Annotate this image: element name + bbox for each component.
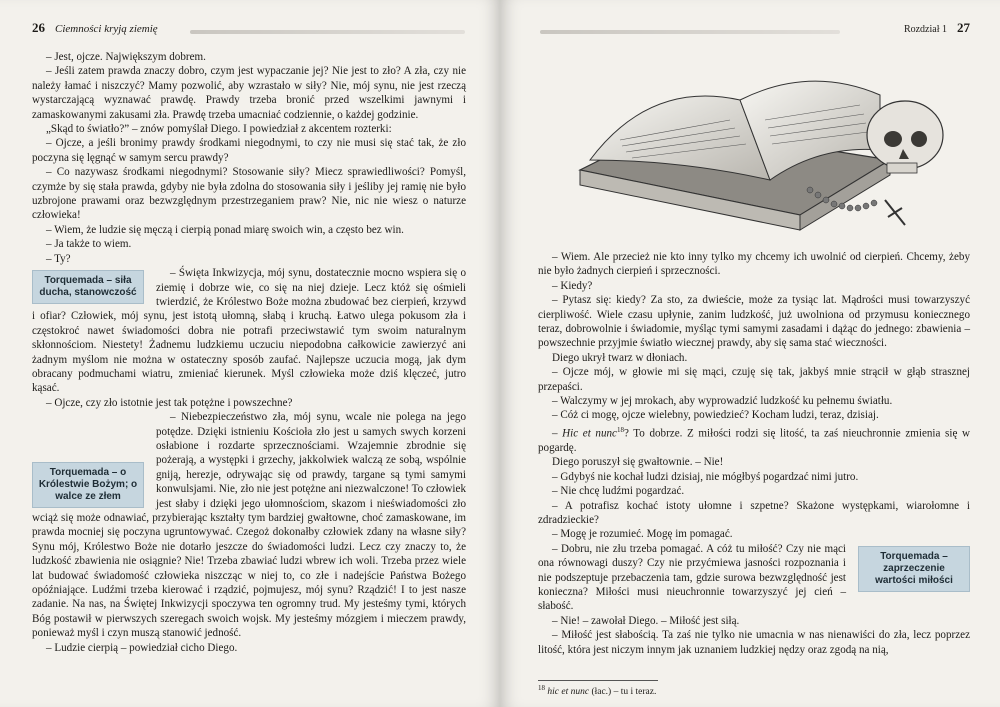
sidenote-wrapper <box>32 462 144 508</box>
paragraph: – Święta Inkwizycja, mój synu, dostatecznie mocno wspiera się o ziemię i dobrze wie, co się na niej dzieje. Lecz któż się ośmieli twierdzić, że Królestwo Boże można zbudować bez cierpień, krzywd i ofiar? Człowiek, mój synu, jest istotą ułomną, słabą i kruchą. Łatwo ulega pokusom zła i częstokroć nawet świadomości dobra nie potrafi przeciwstawić tym swoim naturalnym skłonnościom. Niestety! Żadnemu ludzkiemu uczuciu niepodobna całkowicie zawierzyć ani żadnym myślom nie można w ostateczny sposób zaufać. Najlepsze uczucia mogą, jak dym obracany podmuchami wiatru, zmieniać kierunek. Myśl człowieka może dziś klęczeć, jutro kąsać. <box>32 267 466 395</box>
footnote-number: 18 <box>538 684 545 692</box>
paragraph: – Cóż ci mogę, ojcze wielebny, powiedzieć? Kocham ludzi, teraz, dzisiaj. <box>552 409 879 422</box>
paragraph: – Ja także to wiem. <box>46 238 132 251</box>
paragraph: – Ty? <box>46 252 71 265</box>
footnote-rule <box>538 680 658 681</box>
paragraph: „Skąd to światło?” – znów pomyślał Diego. I powiedział z akcentem rozterki: <box>46 123 392 136</box>
marginal-note-torquemada-kingdom: Torquemada – o Królestwie Bożym; o walce ze złem <box>32 462 144 508</box>
footnote <box>538 684 656 697</box>
text: ? To dobrze. Z miłości rodzi się litość, ta zaś nieuchronnie zmienia się w pogardę. <box>538 427 970 454</box>
paragraph: – Miłość jest słabością. Ta zaś nie tylko nie umacnia w nas nienawiści do zła, lecz poprzez litość, która jest niczym innym jak uznaniem ludzkiej nędzy oraz zgodą na nią, <box>538 629 970 656</box>
book-skull-rosary-illustration <box>560 40 960 240</box>
footnote-latin: hic et nunc <box>547 687 590 698</box>
paragraph: – Dobru, nie złu trzeba pomagać. A cóż tu miłość? Czy nie mąci ona równowagi duszy? Czy nie przyćmiewa jasności rozpoznania i nie podszeptuje przebaczenia tam, gdzie surowa bezwzględność jest konieczna? Miłości musi nieuchronnie towarzyszyć jej cień – słabość. <box>538 542 846 613</box>
latin-phrase: Hic et nunc <box>562 427 617 440</box>
paragraph: – Kiedy? <box>552 279 593 292</box>
paragraph: Diego poruszył się gwałtownie. – Nie! <box>552 456 724 469</box>
paragraph: – Jest, ojcze. Największym dobrem. <box>46 51 206 63</box>
page-number: 26 <box>32 20 45 35</box>
paragraph: – Wiem, że ludzie się męczą i cierpią ponad miarę swoich win, a często bez win. <box>46 223 404 236</box>
paragraph: – Mogę je rozumieć. Mogę im pomagać. <box>552 528 733 541</box>
paragraph: – Gdybyś nie kochał ludzi dzisiaj, nie mógłbyś pogardzać nimi jutro. <box>552 470 859 483</box>
sidenote-wrapper <box>32 270 144 304</box>
paragraph: – Ludzie cierpią – powiedział cicho Diego. <box>46 641 238 654</box>
running-title: Rozdział 1 <box>903 24 947 35</box>
paragraph: – Ojcze mój, w głowie mi się mąci, czuję się tak, jakbyś mnie strącił w głąb strasznej przepaści. <box>538 366 970 393</box>
paragraph: – Wiem. Ale przecież nie kto inny tylko my chcemy ich uwolnić od cierpień. Chcemy, żeby nie było żadnych cierpień i sprzeczności. <box>538 251 970 278</box>
header-rule <box>190 30 465 34</box>
paragraph: – Pytasz się: kiedy? Za sto, za dwieście, może za tysiąc lat. Mądrości musi towarzyszyć cierpliwość. Wiele czasu upłynie, zanim ludzkość, już uwolniona od przymusu koniecznego teraz, dobrowolnie i świadomie, myśląc tymi samymi zasadami i dążąc do jednego: zbawienia – powszechnie przyjmie światło wiecznej prawdy, aby się sama stać wieczności. <box>538 294 970 350</box>
paragraph: – Niebezpieczeństwo zła, mój synu, wcale nie polega na jego potędze. Dzięki istnieniu Kościoła zło jest u samych swych korzeni osłabione i rozdarte sprzecznościami. Wzajemnie zbrodnie się pożerają, a występki i grzechy, jakkolwiek walczą ze sobą, wspólnie gniją, herezje, odrywając się od prawdy, targane są tymi samymi konwulsjami. Nie, zło nie jest potężne ani niezwalczone! To człowiek jest słaby i dzięki jego ułomnościom, skazom i nieświadomości zło wciąż się może odnawiać, przybierając kształty tym bardziej gwałtowne, choć zamaskowane, im prawda mocniej się poczyna ugruntowywać. Czegoż dokonałby człowiek zdany na własne siły? Synu mój, Królestwo Boże nie dotarło jeszcze do świadomości ludzi. Lecz czy znaczy to, że ludzkość zbawienia nie osiągnie? Nie! Trzeba zbawiać ludzi wbrew ich woli. Trzeba przez wiele lat budować świadomość człowieka niszcząc w niej to, co złe i nadejście Państwa Bożego opóźniające. Ludźmi trzeba kierować i rządzić, pojmujesz, mój synu? Rządzić! I to jest nasze zadanie. Na nas, na Świętej Inkwizycji spoczywa ten ogromny trud. My jesteśmy tymi, których Bóg postawił w pierwszych szeregach swoich wojsk. My jesteśmy mózgiem i mieczem prawdy, ponieważ myśl i czyn muszą stanowić jedność. <box>32 411 466 640</box>
paragraph: – Nie! – zawołał Diego. – Miłość jest siłą. <box>552 614 740 627</box>
right-page <box>500 0 1000 707</box>
cross <box>885 200 905 225</box>
paragraph: – A potrafisz kochać istoty ułomne i szpetne? Skażone występkami, wiarołomne i zdradzieckie? <box>538 499 970 526</box>
dash: – <box>552 427 563 440</box>
paragraph: – Co nazywasz środkami niegodnymi? Stosowanie siły? Miecz sprawiedliwości? Pomyśl, czymże by się stała prawda, gdyby nie była zdolna do stosowania siły i jeśliby jej ramię nie było uzbrojone prawami oraz bezwzględnym przestrzeganiem praw? Nie, nic nie wiesz o naturze człowieka! <box>32 166 466 222</box>
left-body-text <box>32 50 466 655</box>
right-running-head <box>904 20 970 36</box>
footnote-ref[interactable]: 18 <box>616 425 624 434</box>
paragraph: – Jeśli zatem prawda znaczy dobro, czym jest wypaczanie jej? Nie jest to zło? A zła, czy nie należy łamać i niszczyć? Mamy pozwolić, aby wzrastało w siły? Nie, mój synu, nie jest rzeczą wystarczającą wyznawać prawdę. Prawdy trzeba bronić przed wszelkimi jawnymi i zamaskowanymi zakusami zła. Prawdę trzeba umacniać codziennie, o każdej godzinie. <box>32 65 466 121</box>
paragraph: – Ojcze, czy zło istotnie jest tak potężne i powszechne? <box>46 396 293 409</box>
marginal-note-torquemada-love: Torquemada – zaprzeczenie wartości miłości <box>858 546 970 592</box>
marginal-note-torquemada-strength: Torquemada – siła ducha, stanowczość <box>32 270 144 304</box>
page-number: 27 <box>957 20 970 35</box>
paragraph: – Walczymy w jej mrokach, aby wyprowadzić ludzkość ku pełnemu światłu. <box>552 395 893 408</box>
paragraph: – Ojcze, a jeśli bronimy prawdy środkami niegodnymi, to czy nie musi się stać tak, że zło poczyna się lęgnąć w samym sercu prawdy? <box>32 137 466 164</box>
footnote-text: (łac.) – tu i teraz. <box>589 687 657 698</box>
left-running-head <box>32 20 158 36</box>
sidenote-wrapper <box>858 546 970 592</box>
paragraph-hic-et-nunc <box>538 423 970 456</box>
paragraph: Diego ukrył twarz w dłoniach. <box>552 351 688 364</box>
header-rule <box>540 30 840 34</box>
running-title: Ciemności kryją ziemię <box>55 23 158 35</box>
right-body-text <box>538 250 970 657</box>
paragraph: – Nie chcę ludźmi pogardzać. <box>552 485 685 498</box>
